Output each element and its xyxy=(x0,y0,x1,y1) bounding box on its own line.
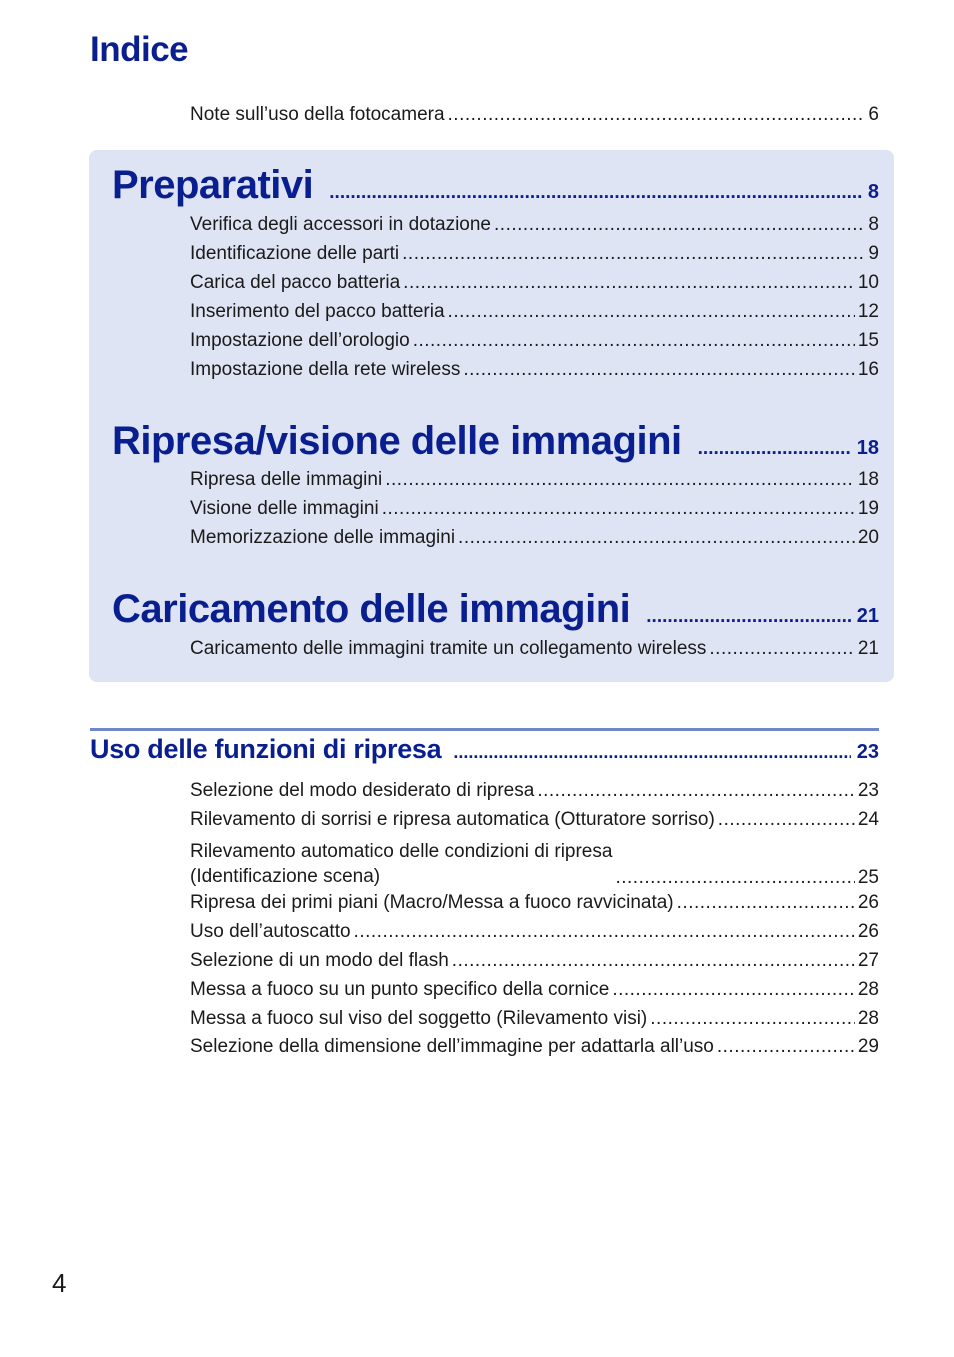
toc-entry[interactable] xyxy=(190,272,879,296)
section-heading-ripresa-visione[interactable] xyxy=(112,419,879,464)
toc-entry-page: 21 xyxy=(857,638,879,659)
dot-leader xyxy=(402,243,865,265)
subsection-heading-funzioni-ripresa[interactable] xyxy=(90,734,879,765)
toc-entry-page: 24 xyxy=(857,809,879,830)
toc-entry-page: 23 xyxy=(857,780,879,801)
toc-entry-page: 9 xyxy=(868,243,879,264)
section-title: Preparativi xyxy=(112,163,314,207)
toc-entry-page: 10 xyxy=(857,272,879,293)
dot-leader xyxy=(452,950,855,972)
toc-entry-page: 28 xyxy=(857,1008,879,1029)
dot-leader xyxy=(718,809,855,831)
toc-entry[interactable] xyxy=(190,921,879,945)
dot-leader xyxy=(537,780,855,802)
toc-entry[interactable] xyxy=(190,809,879,833)
dot-leader xyxy=(612,979,855,1001)
toc-entry-label: Carica del pacco batteria xyxy=(190,272,401,293)
toc-entry-page: 26 xyxy=(857,892,879,913)
dot-leader xyxy=(458,527,855,549)
subsection-title: Uso delle funzioni di ripresa xyxy=(90,734,442,764)
toc-entry[interactable] xyxy=(190,950,879,974)
section-divider xyxy=(90,728,879,731)
toc-entry[interactable] xyxy=(190,1008,879,1032)
toc-entry-label: Selezione della dimensione dell’immagine per adattarla all’uso xyxy=(190,1036,714,1057)
section-page: 21 xyxy=(856,605,879,627)
dot-leader xyxy=(448,104,866,126)
dot-leader xyxy=(494,214,865,236)
toc-entry[interactable] xyxy=(190,498,879,522)
toc-entry[interactable] xyxy=(190,301,879,325)
toc-entry[interactable] xyxy=(190,359,879,383)
toc-entry-page: 8 xyxy=(868,214,879,235)
dot-leader xyxy=(382,498,855,520)
toc-entry-label: Selezione del modo desiderato di ripresa xyxy=(190,780,535,801)
dot-leader xyxy=(354,921,855,943)
dot-leader xyxy=(403,272,855,294)
toc-entry-label: Memorizzazione delle immagini xyxy=(190,527,456,548)
dot-leader xyxy=(717,1036,855,1058)
toc-entry-label: Selezione di un modo del flash xyxy=(190,950,449,971)
toc-entry[interactable] xyxy=(190,837,879,889)
toc-entry[interactable] xyxy=(190,780,879,804)
dot-leader xyxy=(698,438,851,460)
toc-entry-page: 26 xyxy=(857,921,879,942)
subsection-page: 23 xyxy=(856,741,879,763)
toc-entry[interactable] xyxy=(190,892,879,916)
dot-leader xyxy=(385,469,855,491)
dot-leader xyxy=(448,301,855,323)
toc-entry-label: Verifica degli accessori in dotazione xyxy=(190,214,492,235)
dot-leader xyxy=(646,606,850,628)
toc-entry[interactable] xyxy=(190,214,879,238)
toc-entry-page: 6 xyxy=(868,104,879,125)
toc-entry[interactable] xyxy=(190,243,879,267)
toc-entry-label: Visione delle immagini xyxy=(190,498,379,519)
toc-entry-page: 19 xyxy=(857,498,879,519)
toc-entry-page: 29 xyxy=(857,1036,879,1057)
dot-leader xyxy=(677,892,855,914)
section-title: Ripresa/visione delle immagini xyxy=(112,419,682,463)
page-number: 4 xyxy=(52,1268,67,1298)
toc-entry[interactable] xyxy=(190,527,879,551)
toc-entry[interactable] xyxy=(190,469,879,493)
toc-entry-page: 12 xyxy=(857,301,879,322)
dot-leader xyxy=(453,742,850,763)
toc-entry-page: 15 xyxy=(857,330,879,351)
toc-entry-label: Impostazione della rete wireless xyxy=(190,359,461,380)
page-title: Indice xyxy=(90,30,189,69)
toc-entry-label-line2: (Identificazione scena) xyxy=(190,866,381,887)
dot-leader xyxy=(413,330,855,352)
toc-entry-page: 28 xyxy=(857,979,879,1000)
dot-leader xyxy=(709,638,854,660)
toc-entry-label: Messa a fuoco sul viso del soggetto (Rilevamento visi) xyxy=(190,1008,648,1029)
section-heading-caricamento[interactable] xyxy=(112,587,879,632)
toc-entry-label: Ripresa delle immagini xyxy=(190,469,383,490)
toc-entry[interactable] xyxy=(190,1036,879,1060)
toc-entry-label-line1: Rilevamento automatico delle condizioni di ripresa xyxy=(190,841,613,862)
section-heading-preparativi[interactable] xyxy=(112,163,879,208)
toc-entry[interactable] xyxy=(190,979,879,1003)
toc-entry-label: Ripresa dei primi piani (Macro/Messa a fuoco ravvicinata) xyxy=(190,892,674,913)
dot-leader xyxy=(615,867,854,889)
toc-entry-page: 27 xyxy=(857,950,879,971)
toc-entry-label: Note sull’uso della fotocamera xyxy=(190,104,445,125)
toc-entry-label xyxy=(190,839,612,889)
toc-entry-page: 18 xyxy=(857,469,879,490)
toc-entry-label: Rilevamento di sorrisi e ripresa automatica (Otturatore sorriso) xyxy=(190,809,715,830)
section-title: Caricamento delle immagini xyxy=(112,587,631,631)
toc-entry-label: Messa a fuoco su un punto specifico della cornice xyxy=(190,979,610,1000)
toc-entry-label: Impostazione dell’orologio xyxy=(190,330,410,351)
toc-entry-label: Uso dell’autoscatto xyxy=(190,921,351,942)
section-page: 8 xyxy=(867,181,879,203)
dot-leader xyxy=(650,1008,855,1030)
toc-entry-note[interactable] xyxy=(190,104,879,128)
dot-leader xyxy=(463,359,855,381)
toc-entry-label: Inserimento del pacco batteria xyxy=(190,301,445,322)
toc-entry[interactable] xyxy=(190,330,879,354)
toc-entry-label: Identificazione delle parti xyxy=(190,243,400,264)
toc-entry-page: 25 xyxy=(857,867,879,888)
dot-leader xyxy=(329,182,862,204)
toc-entry-label: Caricamento delle immagini tramite un collegamento wireless xyxy=(190,638,707,659)
toc-entry[interactable] xyxy=(190,638,879,662)
toc-entry-page: 20 xyxy=(857,527,879,548)
section-page: 18 xyxy=(856,437,879,459)
toc-entry-page: 16 xyxy=(857,359,879,380)
